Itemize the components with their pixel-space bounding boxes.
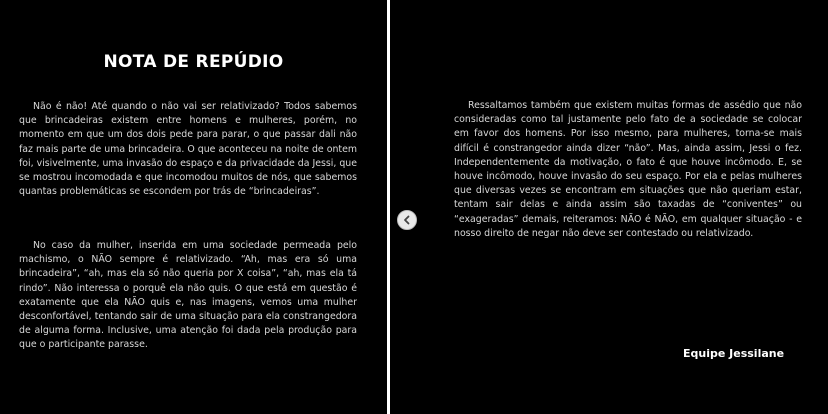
right-paragraph-1: Ressaltamos também que existem muitas formas de assédio que não consideradas como tal justamente pelo fato de a sociedade se colocar em favor dos homens. Por isso mesmo, para mulheres, torna-se mais difícil é constrangedor ainda dizer “não”. Mas, ainda assim, Jessi o fez. Independentemente da motivação, o fato é que houve incômodo. E, se houve incômodo, houve invasão do seu espaço. Por ela e pelas mulheres que diversas vezes se encontram em situações que não queriam estar, tentam sair delas e ainda assim são taxadas de “coniventes” ou “exageradas” demais, reiteramos: NÃO é NÃO, em qualquer situação - e nosso direito de negar não deve ser contestado ou relativizado. (454, 100, 802, 239)
left-paragraph-1: Não é não! Até quando o não vai ser relativizado? Todos sabemos que brincadeiras existem entre homens e mulheres, porém, no momento em que um dos dois pede para parar, o que passar dali não faz mais parte de uma brincadeira. O que aconteceu na noite de ontem foi, visivelmente, uma invasão do espaço e da privacidade da Jessi, que se mostrou incomodada e que incomodou muitos de nós, que sabemos quantas problemáticas se escondem por trás de “brincadeiras”. (19, 101, 357, 198)
slide-title: NOTA DE REPÚDIO (103, 52, 284, 72)
left-paragraph-2: No caso da mulher, inserida em uma sociedade permeada pelo machismo, o NÃO sempre é relativizado. “Ah, mas era só uma brincadeira”, “ah, mas ela só não queria por X coisa”, “ah, mas ela tá rindo”. Não interessa o porquê ela não quis. O que está em questão é exatamente que ela NÃO quis e, nas imagens, vemos uma mulher desconfortável, tentando sair de uma situação para ela constrangedora de alguma forma. Inclusive, uma atenção foi dada pela produção para que o participante parasse. (19, 240, 357, 351)
signature: Equipe Jessilane (683, 347, 785, 360)
slide-left (0, 0, 387, 414)
previous-slide-button[interactable] (397, 210, 417, 230)
chevron-left-icon (402, 215, 412, 225)
